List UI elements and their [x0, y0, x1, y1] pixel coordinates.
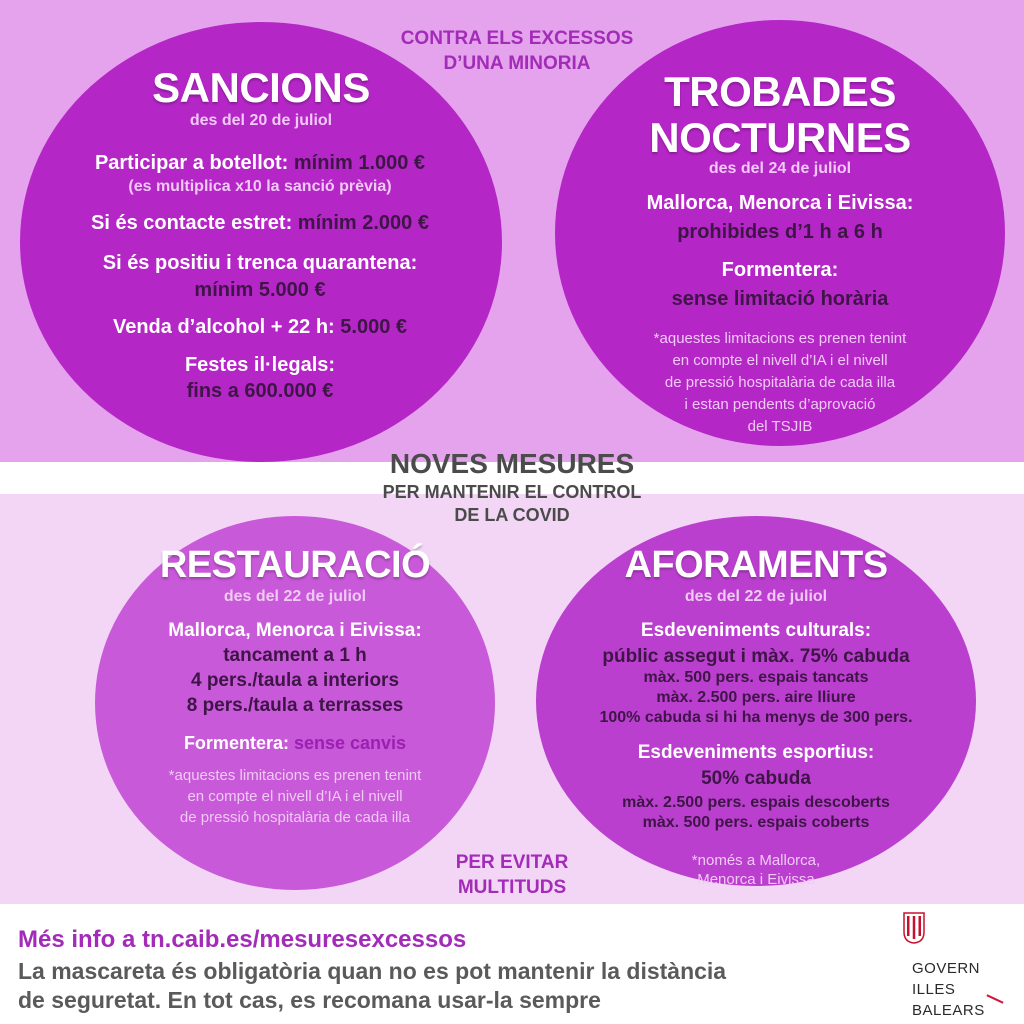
footer-line-2: de seguretat. En tot cas, es recomana usar-la sempre: [18, 987, 601, 1013]
aforaments-esp-title: Esdeveniments esportius:: [637, 742, 875, 763]
aforaments-cult-4: 100% cabuda si hi ha menys de 300 pers.: [599, 709, 913, 726]
logo-line-3: BALEARS: [912, 1002, 985, 1019]
restauracio-line-2: tancament a 1 h: [223, 645, 367, 666]
center-title: NOVES MESURES: [389, 448, 635, 479]
trobades-line-1: Mallorca, Menorca i Eivissa:: [646, 192, 914, 214]
restauracio-note-2: en compte el nivell d’IA i el nivell: [187, 788, 403, 805]
aforaments-note-1: *només a Mallorca,: [691, 852, 821, 869]
kicker-line-2: D’UNA MINORIA: [443, 53, 591, 74]
trobades-note-5: del TSJIB: [747, 418, 813, 435]
evitar-line-1: PER EVITAR: [455, 852, 569, 873]
footer-line-1: La mascareta és obligatòria quan no es pot mantenir la distància: [18, 958, 727, 984]
aforaments-cult-3: màx. 2.500 pers. aire lliure: [656, 689, 856, 706]
sancions-festes: Festes il·legals:: [184, 354, 336, 376]
aforaments-cult-2: màx. 500 pers. espais tancats: [643, 669, 869, 686]
sancions-alcohol: Venda d’alcohol + 22 h: 5.000 €: [112, 316, 408, 338]
restauracio-line-1: Mallorca, Menorca i Eivissa:: [168, 620, 422, 641]
aforaments-esp-3: màx. 500 pers. espais coberts: [642, 814, 870, 831]
restauracio-line-3: 4 pers./taula a interiors: [190, 670, 400, 691]
trobades-note-4: i estan pendents d’aprovació: [684, 396, 876, 413]
sancions-quarantena-value: mínim 5.000 €: [194, 279, 326, 301]
sancions-botellot: Participar a botellot: mínim 1.000 €: [94, 152, 426, 174]
trobades-line-3: Formentera:: [721, 259, 839, 281]
trobades-line-2: prohibides d’1 h a 6 h: [677, 221, 883, 243]
aforaments-esp-1: 50% cabuda: [701, 768, 811, 789]
restauracio-title: RESTAURACIÓ: [159, 544, 431, 586]
trobades-line-4: sense limitació horària: [671, 288, 889, 310]
restauracio-date: des del 22 de juliol: [223, 588, 367, 605]
aforaments-cult-title: Esdeveniments culturals:: [640, 620, 872, 641]
center-sub-2: DE LA COVID: [454, 505, 570, 525]
sancions-botellot-note: (es multiplica x10 la sanció prèvia): [128, 178, 392, 195]
restauracio-note-3: de pressió hospitalària de cada illa: [179, 809, 411, 826]
sancions-festes-value: fins a 600.000 €: [186, 380, 334, 402]
sancions-title: SANCIONS: [152, 64, 370, 111]
shield-icon: [903, 912, 925, 944]
restauracio-note-1: *aquestes limitacions es prenen tenint: [168, 767, 422, 784]
restauracio-formentera: Formentera: sense canvis: [183, 733, 407, 753]
govern-logo-text: [912, 958, 985, 1021]
sancions-quarantena: Si és positiu i trenca quarantena:: [102, 252, 418, 274]
aforaments-date: des del 22 de juliol: [684, 588, 828, 605]
aforaments-title: AFORAMENTS: [624, 544, 888, 586]
trobades-note-2: en compte el nivell d’IA i el nivell: [672, 352, 888, 369]
aforaments-cult-1: públic assegut i màx. 75% cabuda: [602, 646, 910, 667]
logo-line-1: GOVERN: [912, 960, 981, 977]
trobades-title-2: NOCTURNES: [649, 114, 911, 161]
center-sub-1: PER MANTENIR EL CONTROL: [382, 482, 642, 502]
aforaments-note-2: Menorca i Eivissa: [697, 871, 815, 888]
footer-info-link[interactable]: Més info a tn.caib.es/mesuresexcessos: [18, 926, 467, 953]
aforaments-esp-2: màx. 2.500 pers. espais descoberts: [622, 794, 890, 811]
restauracio-line-4: 8 pers./taula a terrasses: [186, 695, 404, 716]
trobades-note-1: *aquestes limitacions es prenen tenint: [653, 330, 907, 347]
evitar-line-2: MULTITUDS: [457, 877, 567, 898]
sancions-date: des del 20 de juliol: [189, 112, 333, 129]
logo-line-2: ILLES: [912, 981, 956, 998]
trobades-note-3: de pressió hospitalària de cada illa: [664, 374, 896, 391]
trobades-date: des del 24 de juliol: [708, 160, 852, 177]
kicker-line-1: CONTRA ELS EXCESSOS: [400, 28, 634, 49]
sancions-contacte: Si és contacte estret: mínim 2.000 €: [91, 212, 429, 234]
trobades-title-1: TROBADES: [664, 68, 896, 115]
